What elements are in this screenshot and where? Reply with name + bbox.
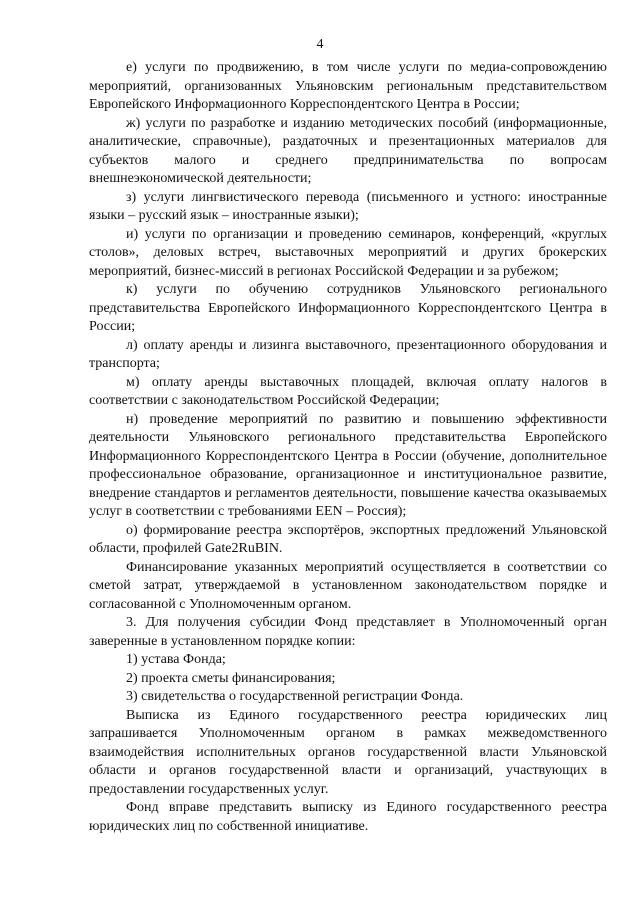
paragraph-item-z: з) услуги лингвистического перевода (письменного и устного: иностранные языки – русский язык – иностранные языки); (89, 189, 607, 223)
list-item-charter: 1) устава Фонда; (126, 652, 226, 667)
paragraph-item-n: н) проведение мероприятий по развитию и повышению эффективности деятельности Ульяновского регионального представительства Европейского Информационного Корреспондентского Центра в России (обучение, дополнительное профессиональное образование, организационное и институциональное развитие, внедрение стандартов и регламентов деятельности, повышение качества оказываемых услуг в соответствии с требованиями EEN – Россия); (89, 411, 607, 519)
paragraph-item-m: м) оплату аренды выставочных площадей, включая оплату налогов в соответствии с законодательством Российской Федерации; (89, 374, 607, 408)
paragraph-section-3: 3. Для получения субсидии Фонд представляет в Уполномоченный орган заверенные в установленном порядке копии: (89, 615, 607, 649)
paragraph-item-l: л) оплату аренды и лизинга выставочного, презентационного оборудования и транспорта; (89, 337, 607, 371)
page-number: 4 (316, 37, 324, 52)
paragraph-item-o: о) формирование реестра экспортёров, экспортных предложений Ульяновской области, профилей Gate2RuBIN. (89, 522, 607, 556)
paragraph-item-zh: ж) услуги по разработке и изданию методических пособий (информационные, аналитические, справочные), раздаточных и презентационных материалов для субъектов малого и среднего предпринимательства по вопросам внешнеэкономической деятельности; (89, 115, 607, 186)
paragraph-own-initiative: Фонд вправе представить выписку из Единого государственного реестра юридических лиц по собственной инициативе. (89, 800, 607, 834)
paragraph-item-k: к) услуги по обучению сотрудников Ульяновского регионального представительства Европейского Информационного Корреспондентского Центра в России; (89, 282, 607, 334)
paragraph-financing: Финансирование указанных мероприятий осуществляется в соответствии со сметой затрат, утверждаемой в установленном законодательством порядке и согласованной с Уполномоченным органом. (89, 559, 607, 612)
paragraph-item-i: и) услуги по организации и проведению семинаров, конференций, «круглых столов», деловых встреч, выставочных мероприятий и других брокерских мероприятий, бизнес-миссий в регионах Российской Федерации и за рубежом; (89, 226, 607, 279)
list-item-registration-certificate: 3) свидетельства о государственной регистрации Фонда. (126, 689, 464, 704)
paragraph-registry-extract: Выписка из Единого государственного реестра юридических лиц запрашивается Уполномоченным органом в рамках межведомственного взаимодействия исполнительных органов государственной власти Ульяновской области и органов государственной власти и организаций, участвующих в предоставлении государственных услуг. (89, 707, 607, 797)
paragraph-item-e: е) услуги по продвижению, в том числе услуги по медиа-сопровождению мероприятий, организованных Ульяновским региональным представительством Европейского Информационного Корреспондентского Центра в России; (89, 60, 607, 112)
list-item-budget-draft: 2) проекта сметы финансирования; (126, 670, 336, 686)
document-body (89, 59, 607, 836)
